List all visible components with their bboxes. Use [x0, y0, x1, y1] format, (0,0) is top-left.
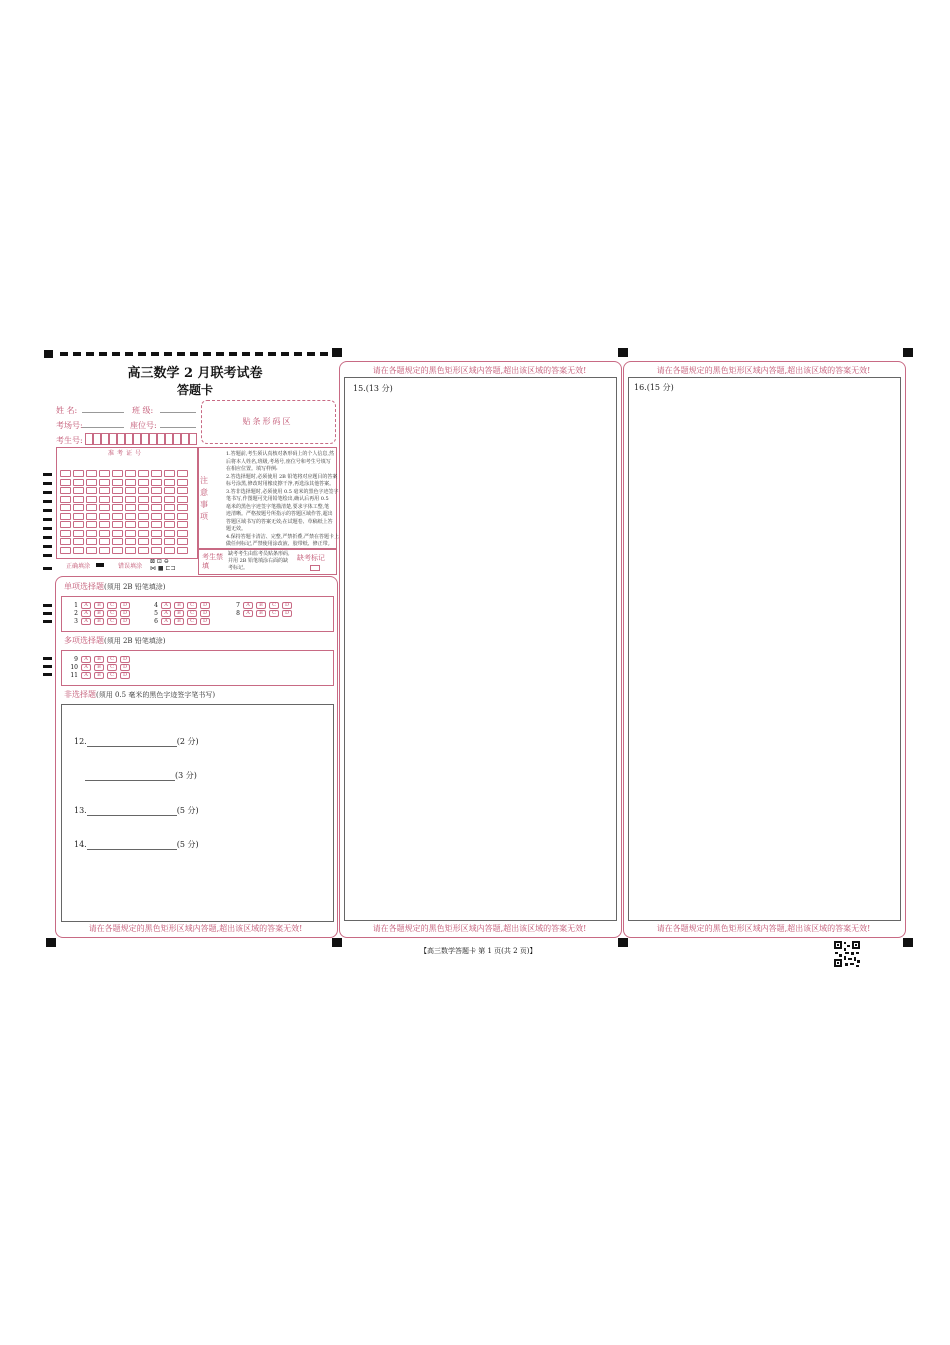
option-bubble-a[interactable]: A — [81, 618, 91, 625]
fill-blank-line[interactable] — [87, 843, 177, 850]
option-bubble-d[interactable]: D — [120, 656, 130, 663]
multi-choice-title — [64, 635, 166, 646]
admission-bubble[interactable] — [125, 530, 136, 537]
timing-dash — [281, 352, 289, 356]
choice-row[interactable] — [150, 610, 210, 617]
option-bubble-c[interactable]: C — [107, 610, 117, 617]
option-bubble-b[interactable]: B — [94, 656, 104, 663]
option-bubble-a[interactable]: A — [81, 610, 91, 617]
option-bubble-d[interactable]: D — [120, 664, 130, 671]
admission-bubble[interactable] — [164, 547, 175, 554]
admission-bubble[interactable] — [73, 479, 84, 486]
admission-bubble[interactable] — [112, 479, 123, 486]
corner-mark-top-mid1 — [332, 348, 342, 357]
choice-row[interactable] — [70, 664, 130, 671]
exam-title: 高三数学 2 月联考试卷 — [127, 366, 263, 381]
notice-line: 1.答题前,考生须认真核对条形码上的个人信息,然 — [226, 451, 334, 457]
non-choice-note: (须用 0.5 毫米的黑色字迹签字笔书写) — [96, 691, 216, 699]
admission-bubble[interactable] — [73, 496, 84, 503]
timing-dash — [60, 352, 68, 356]
fill-blank-line[interactable] — [87, 809, 177, 816]
option-bubble-b[interactable]: B — [174, 602, 184, 609]
single-choice-title — [64, 581, 166, 592]
option-bubble-a[interactable]: A — [81, 672, 91, 679]
admission-bubble[interactable] — [164, 479, 175, 486]
side-timing-block — [43, 482, 52, 485]
admission-bubble[interactable] — [177, 513, 188, 520]
admission-bubble[interactable] — [151, 521, 162, 528]
choice-row[interactable] — [150, 618, 210, 625]
admission-bubble[interactable] — [164, 487, 175, 494]
choice-row[interactable] — [70, 656, 130, 663]
admission-bubble[interactable] — [138, 521, 149, 528]
timing-dash — [320, 352, 328, 356]
correct-fill-sample — [96, 563, 104, 567]
examno-label: 考生号: — [56, 436, 83, 445]
admission-bubble[interactable] — [86, 496, 97, 503]
question-number: 3 — [74, 618, 78, 625]
fill-blank-number: 13. — [74, 806, 87, 815]
timing-dash — [73, 352, 81, 356]
examno-digit-box[interactable] — [165, 433, 173, 445]
notice-line: 2.答选择题时,必须使用 2B 铅笔将对应题目的答案 — [226, 473, 338, 480]
admission-bubble[interactable] — [60, 504, 71, 511]
side-timing-block — [43, 612, 52, 615]
notice-line: 4.保持答题卡清洁、完整,严禁折叠,严禁在答题卡上 — [226, 533, 339, 540]
examno-digit-box[interactable] — [173, 433, 181, 445]
side-timing-block — [43, 604, 52, 607]
admission-bubble[interactable] — [164, 496, 175, 503]
option-bubble-d[interactable]: D — [200, 610, 210, 617]
admission-bubble[interactable] — [138, 470, 149, 477]
option-bubble-c[interactable]: C — [187, 618, 197, 625]
admission-bubble[interactable] — [125, 538, 136, 545]
admission-bubble[interactable] — [112, 538, 123, 545]
admission-bubble[interactable] — [125, 487, 136, 494]
side-timing-block — [43, 657, 52, 660]
notice-line: 在相应位置。填写样例: — [226, 466, 278, 472]
admission-bubble[interactable] — [99, 521, 110, 528]
option-bubble-a[interactable]: A — [81, 602, 91, 609]
admission-bubble[interactable] — [177, 496, 188, 503]
admission-bubble[interactable] — [125, 496, 136, 503]
fill-blank-number: 12. — [74, 737, 87, 746]
timing-dash — [151, 352, 159, 356]
examno-digit-box[interactable] — [149, 433, 157, 445]
right-top-warning: 请在各题规定的黑色矩形区域内答题,超出该区域的答案无效! — [656, 366, 871, 375]
right-bottom-warning: 请在各题规定的黑色矩形区域内答题,超出该区域的答案无效! — [656, 924, 871, 933]
timing-dash — [255, 352, 263, 356]
admission-bubble[interactable] — [112, 470, 123, 477]
notice-line: 答题区域书写的答案无效;在试题卷、草稿纸上答 — [226, 518, 333, 525]
admission-bubble[interactable] — [177, 479, 188, 486]
name-label: 姓 名: — [56, 406, 78, 415]
seat-field[interactable] — [160, 427, 196, 428]
barcode-label: 贴条形码区 — [242, 417, 293, 426]
question-number: 8 — [236, 610, 240, 617]
admission-bubble[interactable] — [151, 470, 162, 477]
timing-dash — [229, 352, 237, 356]
admission-bubble[interactable] — [99, 496, 110, 503]
admission-bubble[interactable] — [86, 521, 97, 528]
timing-dash — [112, 352, 120, 356]
admission-bubble[interactable] — [112, 496, 123, 503]
admission-bubble[interactable] — [151, 530, 162, 537]
admission-bubble[interactable] — [151, 496, 162, 503]
absent-mark-box[interactable] — [310, 565, 320, 571]
admission-bubble[interactable] — [60, 530, 71, 537]
question-number: 1 — [74, 602, 78, 609]
notice-line: 后将本人姓名,班级,考场号,座位号和考生号填写 — [226, 458, 331, 465]
single-choice-note: (须用 2B 铅笔填涂) — [104, 583, 166, 591]
fill-blank-score: (2 分) — [176, 737, 199, 746]
option-bubble-d[interactable]: D — [282, 602, 292, 609]
admission-label: 准考证号 — [107, 450, 144, 457]
fill-blank-score: (3 分) — [175, 771, 197, 780]
admission-bubble[interactable] — [99, 504, 110, 511]
admission-bubble[interactable] — [112, 504, 123, 511]
choice-row[interactable] — [70, 672, 130, 679]
option-bubble-a[interactable]: A — [81, 656, 91, 663]
notice-line: 做任何标记,严禁使用涂改液、胶带纸、修正带。 — [226, 541, 333, 547]
name-field[interactable] — [82, 412, 124, 413]
timing-dash — [307, 352, 315, 356]
side-timing-block — [43, 620, 52, 623]
examno-digit-box[interactable] — [181, 433, 189, 445]
option-bubble-b[interactable]: B — [256, 610, 266, 617]
option-bubble-c[interactable]: C — [187, 602, 197, 609]
option-bubble-a[interactable]: A — [243, 602, 253, 609]
option-bubble-b[interactable]: B — [94, 672, 104, 679]
examno-digit-box[interactable] — [189, 433, 197, 445]
fill-blank-line[interactable] — [85, 774, 175, 781]
admission-bubble[interactable] — [177, 504, 188, 511]
middle-top-warning: 请在各题规定的黑色矩形区域内答题,超出该区域的答案无效! — [372, 366, 587, 375]
admission-bubble[interactable] — [99, 538, 110, 545]
side-timing-block — [43, 545, 52, 548]
admission-bubble[interactable] — [73, 521, 84, 528]
admission-bubble[interactable] — [125, 504, 136, 511]
card-subtitle: 答题卡 — [176, 383, 213, 397]
option-bubble-a[interactable]: A — [161, 602, 171, 609]
fill-blank-item[interactable] — [74, 839, 199, 850]
admission-bubble[interactable] — [86, 470, 97, 477]
admission-bubble[interactable] — [125, 547, 136, 554]
single-choice-label: 单项选择题 — [64, 582, 104, 591]
option-bubble-d[interactable]: D — [120, 618, 130, 625]
admission-bubble[interactable] — [86, 504, 97, 511]
question-number: 9 — [74, 656, 78, 663]
admission-bubble[interactable] — [112, 487, 123, 494]
timing-dash — [268, 352, 276, 356]
examno-digit-box[interactable] — [101, 433, 109, 445]
side-timing-block — [43, 554, 52, 557]
option-bubble-b[interactable]: B — [174, 610, 184, 617]
choice-row[interactable] — [70, 618, 130, 625]
examno-digit-box[interactable] — [141, 433, 149, 445]
option-bubble-b[interactable]: B — [174, 618, 184, 625]
timing-dash — [86, 352, 94, 356]
class-label: 班 级: — [132, 406, 154, 415]
option-bubble-c[interactable]: C — [269, 602, 279, 609]
admission-bubble[interactable] — [164, 504, 175, 511]
q15-answer-area[interactable] — [344, 377, 617, 921]
forbid-text: 缺考考生由监考员贴条形码,并用 2B 铅笔填涂右面的缺考标记。 — [228, 551, 290, 571]
side-timing-block — [43, 500, 52, 503]
admission-bubble[interactable] — [73, 504, 84, 511]
class-field[interactable] — [160, 412, 196, 413]
admission-bubble[interactable] — [99, 487, 110, 494]
fill-blank-score: (5 分) — [176, 806, 199, 815]
admission-bubble[interactable] — [60, 538, 71, 545]
option-bubble-d[interactable]: D — [120, 672, 130, 679]
option-bubble-b[interactable]: B — [94, 664, 104, 671]
timing-dash — [190, 352, 198, 356]
admission-bubble[interactable] — [60, 496, 71, 503]
admission-bubble[interactable] — [177, 538, 188, 545]
fill-blank-item[interactable] — [85, 770, 197, 781]
examno-digit-box[interactable] — [109, 433, 117, 445]
admission-bubble[interactable] — [99, 479, 110, 486]
corner-mark-bottom-left — [46, 938, 56, 947]
notice-line: 毫米的黑色字迹签字笔描清楚,要求字体工整,笔 — [226, 503, 330, 510]
corner-mark-top-right — [903, 348, 913, 357]
side-timing-block — [43, 491, 52, 494]
admission-bubble[interactable] — [125, 521, 136, 528]
notice-line: 3.答非选择题时,必须使用 0.5 毫米的黑色字迹签字 — [226, 488, 339, 495]
multi-choice-label: 多项选择题 — [64, 636, 104, 645]
notice-line: 标号涂黑,修改时用橡皮擦干净,再选涂其他答案。 — [226, 481, 335, 487]
multi-choice-note: (须用 2B 铅笔填涂) — [104, 637, 166, 645]
admission-bubble[interactable] — [164, 513, 175, 520]
admission-bubble[interactable] — [86, 487, 97, 494]
admission-bubble[interactable] — [177, 530, 188, 537]
question-number: 4 — [154, 602, 158, 609]
wrong-fill-label: 错误填涂 — [118, 563, 143, 570]
admission-bubble[interactable] — [164, 521, 175, 528]
option-bubble-b[interactable]: B — [94, 602, 104, 609]
fill-blank-number: 14. — [74, 840, 87, 849]
notice-title: 注意事项 — [200, 476, 208, 521]
admission-bubble[interactable] — [138, 530, 149, 537]
timing-dash — [242, 352, 250, 356]
admission-bubble[interactable] — [73, 513, 84, 520]
option-bubble-c[interactable]: C — [107, 672, 117, 679]
examno-digit-box[interactable] — [157, 433, 165, 445]
side-timing-block — [43, 665, 52, 668]
admission-bubble[interactable] — [99, 513, 110, 520]
option-bubble-d[interactable]: D — [282, 610, 292, 617]
option-bubble-b[interactable]: B — [94, 618, 104, 625]
notice-line: 题无效。 — [226, 526, 247, 532]
admission-bubble[interactable] — [151, 479, 162, 486]
question-number: 7 — [236, 602, 240, 609]
option-bubble-d[interactable]: D — [120, 602, 130, 609]
admission-bubble[interactable] — [138, 504, 149, 511]
timing-dash — [138, 352, 146, 356]
examno-digit-box[interactable] — [133, 433, 141, 445]
admission-bubble[interactable] — [86, 513, 97, 520]
side-timing-block — [43, 536, 52, 539]
admission-bubble[interactable] — [138, 479, 149, 486]
admission-bubble[interactable] — [60, 479, 71, 486]
admission-bubble[interactable] — [177, 470, 188, 477]
wrong-fill-samples: ⊠ ⊡ ⊖ ⋈ ■ ⊏⊐ — [150, 558, 176, 572]
option-bubble-c[interactable]: C — [107, 602, 117, 609]
admission-bubble[interactable] — [60, 547, 71, 554]
admission-bubble[interactable] — [99, 530, 110, 537]
notice-line: 笔书写,作图题可先用铅笔绘出,确认后再用 0.5 — [226, 496, 329, 502]
seat-label: 座位号: — [130, 421, 157, 430]
question-number: 2 — [74, 610, 78, 617]
timing-dash — [99, 352, 107, 356]
choice-row[interactable] — [70, 602, 130, 609]
corner-mark-top-mid2 — [618, 348, 628, 357]
admission-bubble[interactable] — [177, 487, 188, 494]
q15-label: 15.(13 分) — [353, 384, 393, 393]
side-timing-block — [43, 673, 52, 676]
admission-bubble[interactable] — [151, 504, 162, 511]
choice-row[interactable] — [232, 602, 292, 609]
option-bubble-c[interactable]: C — [187, 610, 197, 617]
admission-bubble[interactable] — [138, 496, 149, 503]
admission-bubble[interactable] — [164, 530, 175, 537]
timing-dash — [164, 352, 172, 356]
admission-bubble[interactable] — [86, 479, 97, 486]
option-bubble-b[interactable]: B — [94, 610, 104, 617]
side-timing-block — [43, 567, 52, 570]
non-choice-title — [64, 689, 215, 700]
correct-fill-label: 正确填涂 — [66, 563, 91, 570]
room-label: 考场号: — [56, 421, 83, 430]
admission-bubble[interactable] — [125, 470, 136, 477]
admission-bubble[interactable] — [99, 547, 110, 554]
timing-dash — [177, 352, 185, 356]
admission-bubble[interactable] — [60, 470, 71, 477]
admission-bubble[interactable] — [138, 487, 149, 494]
fill-blank-score: (5 分) — [176, 840, 199, 849]
admission-bubble[interactable] — [86, 538, 97, 545]
page-footer: 【高三数学答题卡 第 1 页(共 2 页)】 — [420, 947, 537, 955]
fill-blank-item[interactable] — [74, 736, 199, 747]
admission-bubble[interactable] — [151, 538, 162, 545]
admission-bubble[interactable] — [164, 470, 175, 477]
admission-bubble[interactable] — [73, 547, 84, 554]
admission-bubble[interactable] — [60, 513, 71, 520]
examno-digit-box[interactable] — [125, 433, 133, 445]
q16-answer-area[interactable] — [628, 377, 901, 921]
question-number: 5 — [154, 610, 158, 617]
admission-bubble[interactable] — [112, 547, 123, 554]
forbid-title: 考生禁填 — [202, 553, 223, 570]
side-timing-block — [43, 509, 52, 512]
option-bubble-a[interactable]: A — [243, 610, 253, 617]
admission-bubble[interactable] — [60, 521, 71, 528]
admission-bubble[interactable] — [138, 513, 149, 520]
corner-mark-top-left — [44, 350, 53, 358]
admission-bubble[interactable] — [112, 530, 123, 537]
timing-dash — [216, 352, 224, 356]
absent-mark-label: 缺考标记 — [297, 554, 325, 562]
admission-bubble[interactable] — [151, 487, 162, 494]
question-number: 11 — [70, 672, 78, 679]
examno-digit-box[interactable] — [117, 433, 125, 445]
option-bubble-c[interactable]: C — [107, 664, 117, 671]
admission-bubble[interactable] — [86, 547, 97, 554]
option-bubble-c[interactable]: C — [107, 656, 117, 663]
fill-blank-line[interactable] — [87, 740, 177, 747]
admission-bubble[interactable] — [177, 521, 188, 528]
admission-bubble[interactable] — [138, 547, 149, 554]
admission-bubble[interactable] — [73, 470, 84, 477]
admission-bubble[interactable] — [112, 521, 123, 528]
timing-dash — [203, 352, 211, 356]
admission-bubble[interactable] — [151, 513, 162, 520]
option-bubble-b[interactable]: B — [256, 602, 266, 609]
non-choice-label: 非选择题 — [64, 690, 96, 699]
middle-bottom-warning: 请在各题规定的黑色矩形区域内答题,超出该区域的答案无效! — [372, 924, 587, 933]
corner-mark-bottom-mid1 — [332, 938, 342, 947]
q16-label: 16.(15 分) — [634, 383, 674, 392]
option-bubble-d[interactable]: D — [200, 602, 210, 609]
admission-bubble[interactable] — [125, 513, 136, 520]
corner-mark-bottom-right — [903, 938, 913, 947]
admission-bubble[interactable] — [73, 530, 84, 537]
examno-digit-box[interactable] — [85, 433, 93, 445]
room-field[interactable] — [82, 427, 124, 428]
admission-bubble[interactable] — [60, 487, 71, 494]
side-timing-block — [43, 473, 52, 476]
examno-digit-box[interactable] — [93, 433, 101, 445]
option-bubble-d[interactable]: D — [200, 618, 210, 625]
notice-line: 迹清晰。严格按题号所指示的答题区域作答,超出 — [226, 511, 333, 517]
corner-mark-bottom-mid2 — [618, 938, 628, 947]
fill-blank-item[interactable] — [74, 805, 199, 816]
option-bubble-c[interactable]: C — [269, 610, 279, 617]
side-timing-block — [43, 518, 52, 521]
option-bubble-c[interactable]: C — [107, 618, 117, 625]
option-bubble-a[interactable]: A — [81, 664, 91, 671]
admission-bubble[interactable] — [112, 513, 123, 520]
option-bubble-d[interactable]: D — [120, 610, 130, 617]
choice-row[interactable] — [150, 602, 210, 609]
qr-code-icon — [833, 940, 861, 968]
choice-row[interactable] — [232, 610, 292, 617]
admission-bubble[interactable] — [151, 547, 162, 554]
admission-bubble[interactable] — [138, 538, 149, 545]
side-timing-block — [43, 527, 52, 530]
admission-bubble[interactable] — [99, 470, 110, 477]
question-number: 10 — [70, 664, 78, 671]
option-bubble-a[interactable]: A — [161, 610, 171, 617]
admission-bubble[interactable] — [73, 538, 84, 545]
admission-bubble[interactable] — [73, 487, 84, 494]
timing-dash — [125, 352, 133, 356]
admission-bubble[interactable] — [164, 538, 175, 545]
admission-bubble[interactable] — [86, 530, 97, 537]
question-number: 6 — [154, 618, 158, 625]
timing-dash — [294, 352, 302, 356]
admission-bubble[interactable] — [125, 479, 136, 486]
admission-bubble[interactable] — [177, 547, 188, 554]
choice-row[interactable] — [70, 610, 130, 617]
left-warning: 请在各题规定的黑色矩形区域内答题,超出该区域的答案无效! — [88, 924, 303, 933]
option-bubble-a[interactable]: A — [161, 618, 171, 625]
